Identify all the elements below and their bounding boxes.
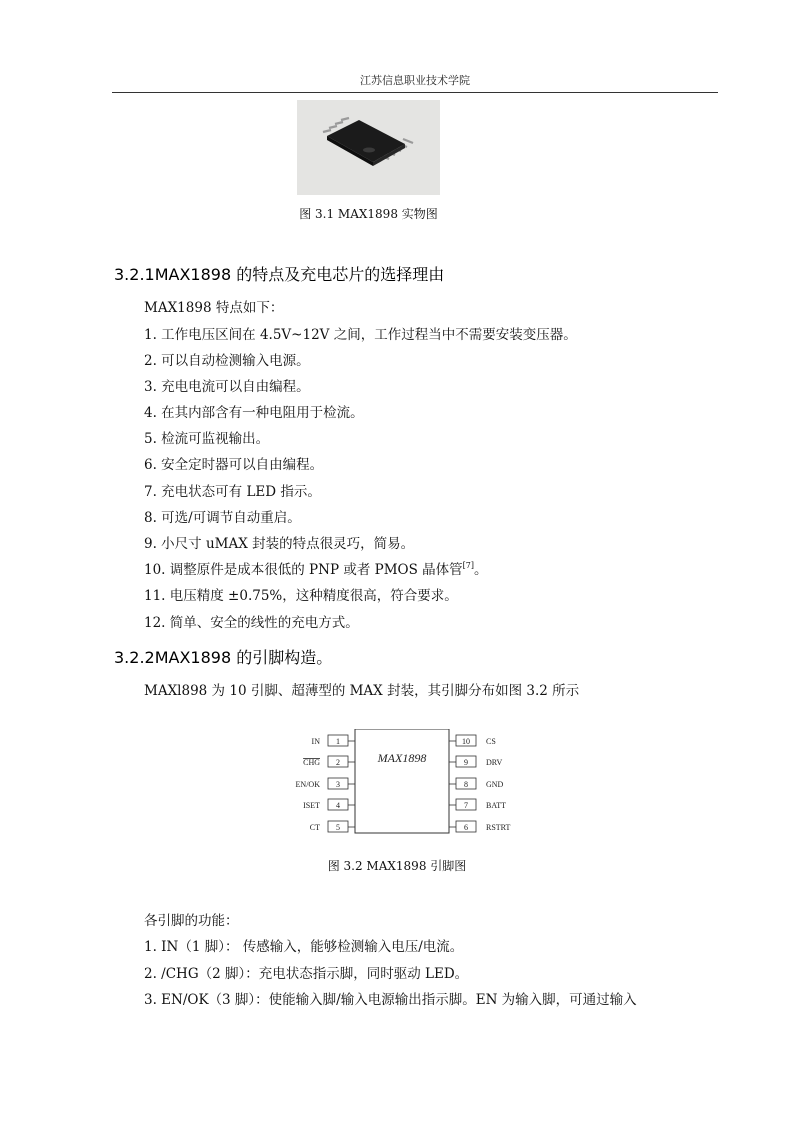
chip-photo bbox=[297, 100, 440, 195]
list-item: 3. 充电电流可以自由编程。 bbox=[144, 379, 310, 395]
pin-name: ISET bbox=[303, 801, 320, 810]
list-item: 11. 电压精度 ±0.75%，这种精度很高，符合要求。 bbox=[144, 588, 458, 604]
section2-intro: MAXl898 为 10 引脚、超薄型的 MAX 封装，其引脚分布如图 3.2 所示 bbox=[144, 683, 580, 699]
list-item-text: 10. 调整原件是成本很低的 PNP 或者 PMOS 晶体管 bbox=[144, 562, 463, 578]
pin-name: CS bbox=[486, 737, 496, 746]
pin-diagram-svg bbox=[284, 729, 520, 839]
list-item: 1. IN（1 脚）： 传感输入，能够检测输入电压/电流。 bbox=[144, 939, 464, 955]
list-item: 5. 检流可监视输出。 bbox=[144, 431, 270, 447]
chip-label: MAX1898 bbox=[377, 751, 427, 765]
pin-number: 2 bbox=[336, 758, 340, 767]
pin-name: BATT bbox=[486, 801, 506, 810]
section3-intro: 各引脚的功能： bbox=[144, 913, 239, 929]
list-item: 2. 可以自动检测输入电源。 bbox=[144, 353, 310, 369]
pin-number: 7 bbox=[464, 801, 468, 810]
header-divider bbox=[112, 92, 718, 93]
reference-mark: [7] bbox=[462, 561, 474, 570]
list-item: 7. 充电状态可有 LED 指示。 bbox=[144, 484, 321, 500]
list-item: 9. 小尺寸 uMAX 封装的特点很灵巧，简易。 bbox=[144, 536, 415, 552]
list-item: 12. 简单、安全的线性的充电方式。 bbox=[144, 615, 359, 631]
figure2-caption: 图 3.2 MAX1898 引脚图 bbox=[327, 859, 467, 873]
pin-number: 8 bbox=[464, 780, 468, 789]
list-item: 6. 安全定时器可以自由编程。 bbox=[144, 457, 324, 473]
chip-body bbox=[355, 729, 449, 833]
section1-intro: MAX1898 特点如下： bbox=[144, 300, 284, 316]
pin-number: 6 bbox=[464, 823, 468, 832]
pin-name: DRV bbox=[486, 758, 503, 767]
figure1-caption: 图 3.1 MAX1898 实物图 bbox=[299, 207, 438, 221]
list-item: 1. 工作电压区间在 4.5V~12V 之间，工作过程当中不需要安装变压器。 bbox=[144, 327, 577, 343]
pin-number: 4 bbox=[336, 801, 340, 810]
pin-name: IN bbox=[311, 737, 320, 746]
pin-number: 10 bbox=[462, 737, 470, 746]
pin-number: 1 bbox=[336, 737, 340, 746]
section1-heading: 3.2.1MAX1898 的特点及充电芯片的选择理由 bbox=[114, 265, 445, 284]
list-item-end: 。 bbox=[473, 562, 488, 578]
list-item bbox=[144, 558, 487, 578]
pin-name: GND bbox=[486, 780, 504, 789]
page-header: 江苏信息职业技术学院 bbox=[360, 74, 470, 87]
section2-heading: 3.2.2MAX1898 的引脚构造。 bbox=[114, 648, 333, 667]
list-item: 2. /CHG（2 脚）：充电状态指示脚，同时驱动 LED。 bbox=[144, 966, 469, 982]
list-item: 8. 可选/可调节自动重启。 bbox=[144, 510, 301, 526]
list-item: 3. EN/OK（3 脚）：使能输入脚/输入电源输出指示脚。EN 为输入脚，可通过输入 bbox=[144, 992, 637, 1008]
pin-name: EN/OK bbox=[295, 780, 320, 789]
pin-number: 9 bbox=[464, 758, 468, 767]
pin-number: 3 bbox=[336, 780, 340, 789]
pin-name: CT bbox=[309, 823, 320, 832]
pin-name: RSTRT bbox=[486, 823, 511, 832]
list-item: 4. 在其内部含有一种电阻用于检流。 bbox=[144, 405, 364, 421]
pin-number: 5 bbox=[336, 823, 340, 832]
chip-photo-illustration bbox=[297, 100, 440, 195]
pin-diagram bbox=[284, 729, 520, 839]
pin-name: CHG bbox=[303, 758, 320, 767]
